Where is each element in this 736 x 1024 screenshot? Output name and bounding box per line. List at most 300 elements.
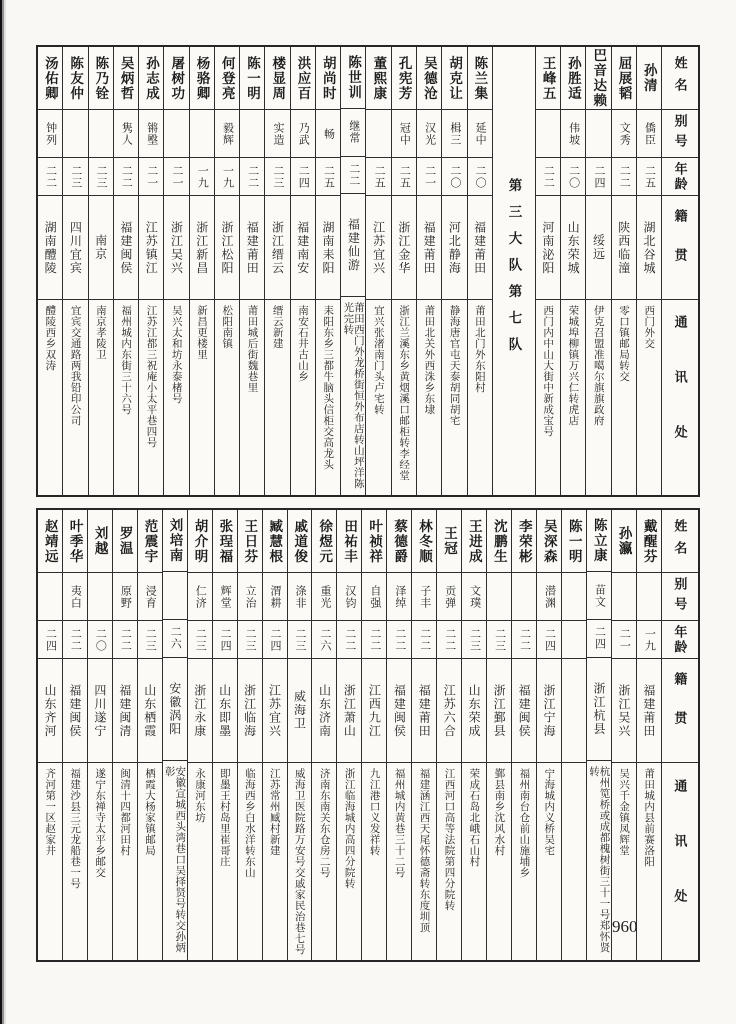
alias-cell (341, 108, 365, 155)
header-column (661, 510, 698, 960)
person-column (636, 510, 661, 960)
person-column (611, 510, 636, 960)
age-cell-text: 二三 (95, 164, 108, 189)
origin-cell (586, 195, 610, 299)
age-cell (213, 620, 237, 658)
person-column (38, 47, 62, 495)
age-cell (163, 619, 187, 657)
address-cell-text: 福州南台仓前山施埔乡 (518, 768, 531, 878)
origin-cell-text: 山东济南 (317, 683, 332, 738)
origin-cell-text: 福建闽侯 (517, 683, 532, 738)
person-column (112, 510, 137, 960)
name-cell-text: 沈鹏生 (491, 518, 507, 564)
alias-cell (562, 572, 586, 620)
address-cell-text: 威海卫医院路万安号交戚家民治巷七号 (293, 768, 306, 955)
person-column (187, 510, 212, 960)
address-cell (139, 299, 163, 495)
origin-cell-text: 浙江金华 (396, 220, 411, 275)
address-cell (113, 762, 137, 960)
alias-cell-text: 泽绰 (393, 584, 406, 609)
name-cell (288, 510, 312, 572)
alias-cell (190, 109, 214, 157)
address-cell-text: 莆田西门外龙桥街恒外布店转山坪洋陈光完转 (342, 301, 365, 489)
age-cell-text: 二四 (297, 164, 310, 189)
origin-cell-text: 福建莆田 (472, 220, 487, 275)
age-cell-text: 二六 (169, 626, 182, 651)
age-cell-text: 二三 (244, 627, 257, 652)
address-cell-text: 宁海城内义桥吴宅 (543, 768, 556, 856)
origin-cell (213, 658, 237, 762)
origin-cell (637, 195, 661, 299)
name-cell-text: 陈友仲 (68, 55, 84, 101)
name-cell (139, 47, 163, 109)
header-name-label (662, 47, 698, 109)
header-column (661, 47, 698, 495)
origin-cell (114, 195, 138, 299)
name-cell-text: 王进成 (466, 518, 482, 564)
age-cell (265, 157, 289, 195)
name-cell (238, 510, 262, 572)
header-address-label-text: 通讯处 (672, 779, 688, 944)
age-cell (512, 620, 536, 658)
section-label-text: 第三大队第七队 (506, 178, 522, 364)
origin-cell (612, 658, 636, 762)
address-cell (288, 762, 312, 960)
name-cell (341, 47, 365, 108)
header-alias-label (662, 109, 698, 157)
name-cell (487, 510, 511, 572)
origin-cell (562, 658, 586, 762)
age-cell-text: 二〇 (567, 164, 580, 189)
alias-cell (536, 109, 560, 157)
origin-cell-text: 江苏六合 (442, 683, 457, 738)
name-cell-text: 林冬顺 (417, 518, 433, 564)
address-cell-text: 福州城内黄巷三十二号 (393, 768, 406, 878)
address-cell-text: 即墨王村岛里崔哥庄 (218, 768, 231, 867)
address-cell (392, 299, 416, 495)
age-cell-text: 二二 (443, 627, 456, 652)
address-cell-text: 西门内中山大街中新成宝号 (542, 305, 555, 437)
address-cell-text: 荣成石岛北峨石山村 (468, 768, 481, 867)
origin-cell (238, 658, 262, 762)
age-cell (637, 620, 661, 658)
header-alias-label-text: 别号 (672, 576, 688, 617)
origin-cell (536, 195, 560, 299)
age-cell-text: 一九 (196, 164, 209, 189)
name-cell (637, 47, 661, 109)
age-cell (38, 157, 62, 195)
origin-cell (362, 658, 386, 762)
alias-cell (215, 109, 239, 157)
address-cell (341, 296, 365, 495)
alias-cell (337, 572, 361, 620)
alias-cell (38, 109, 62, 157)
origin-cell-text: 山东齐河 (42, 683, 57, 738)
alias-cell (138, 572, 162, 620)
section-label-column (492, 47, 535, 495)
name-cell (312, 510, 336, 572)
name-cell-text: 王日芬 (242, 518, 258, 564)
alias-cell (263, 572, 287, 620)
age-cell (561, 157, 585, 195)
person-column (486, 510, 511, 960)
alias-cell-text: 夷白 (69, 584, 82, 609)
origin-cell (366, 195, 390, 299)
alias-cell-text: 汉光 (423, 121, 436, 146)
alias-cell (114, 109, 138, 157)
alias-cell (437, 572, 461, 620)
address-cell (63, 299, 87, 495)
address-cell (238, 762, 262, 960)
age-cell (316, 157, 340, 195)
age-cell-text: 二二 (44, 164, 57, 189)
origin-cell-text: 陕西临潼 (616, 220, 631, 275)
origin-cell-text: 湖北谷城 (641, 220, 656, 275)
name-cell-text: 吴德沧 (421, 55, 437, 101)
person-column (315, 47, 340, 495)
name-cell-text: 刘培南 (167, 518, 183, 564)
origin-cell-text: 威海卫 (292, 690, 307, 731)
name-cell-text: 陈立康 (591, 518, 607, 564)
address-cell-text: 福州城内东街三十六号 (120, 305, 133, 415)
age-cell (487, 620, 511, 658)
origin-cell-text: 四川宜宾 (68, 220, 83, 275)
header-address-label (662, 299, 698, 495)
origin-cell (163, 657, 187, 760)
age-cell-text: 二一 (145, 164, 158, 189)
alias-cell-text: 原野 (119, 584, 132, 609)
name-cell (412, 510, 436, 572)
origin-cell (468, 195, 492, 299)
origin-cell-text: 江苏宜兴 (371, 220, 386, 275)
age-cell (637, 157, 661, 195)
origin-cell-text: 福建闽清 (117, 683, 132, 738)
age-cell (63, 157, 87, 195)
origin-cell-text: 浙江吴兴 (616, 683, 631, 738)
origin-cell (138, 658, 162, 762)
person-column (361, 510, 386, 960)
origin-cell (341, 193, 365, 296)
name-cell-text: 戚道俊 (292, 518, 308, 564)
name-cell-text: 范震宇 (142, 518, 158, 564)
origin-cell-text: 浙江宁海 (542, 683, 557, 738)
age-cell (587, 619, 611, 657)
name-cell-text: 罗温 (117, 526, 133, 556)
age-cell (586, 157, 610, 195)
alias-cell-text: 重光 (318, 584, 331, 609)
origin-cell (89, 195, 113, 299)
name-cell-text: 何登亮 (219, 55, 235, 101)
age-cell-text: 二六 (318, 627, 331, 652)
person-column (336, 510, 361, 960)
origin-cell (412, 658, 436, 762)
address-cell-text: 莆田北关外西洙乡东埭 (423, 305, 436, 415)
address-cell-text: 西门外交 (643, 305, 656, 349)
alias-cell-text: 仁济 (194, 584, 207, 609)
origin-cell (164, 195, 188, 299)
roster-table-bottom (36, 508, 700, 962)
person-column (237, 510, 262, 960)
name-cell-text: 孙瀛 (616, 526, 632, 556)
origin-cell (215, 195, 239, 299)
name-cell (89, 47, 113, 109)
header-age-label (662, 620, 698, 658)
name-cell (392, 47, 416, 109)
origin-cell (612, 195, 636, 299)
alias-cell (468, 109, 492, 157)
alias-cell-text: 立治 (244, 584, 257, 609)
age-cell (63, 620, 87, 658)
age-cell-text: 二五 (643, 164, 656, 189)
age-cell (263, 620, 287, 658)
age-cell (190, 157, 214, 195)
alias-cell-text: 文秀 (618, 121, 631, 146)
name-cell (587, 510, 611, 571)
address-cell-text: 齐河第一区赵家井 (44, 768, 57, 856)
alias-cell (612, 109, 636, 157)
name-cell (512, 510, 536, 572)
origin-cell-text: 河南泌阳 (540, 220, 555, 275)
age-cell-text: 二三 (69, 164, 82, 189)
alias-cell (537, 572, 561, 620)
origin-cell-text: 福建南安 (295, 220, 310, 275)
age-cell (89, 157, 113, 195)
address-cell-text: 福建涵江西天尾怀德斋转东度圳顶 (418, 768, 431, 933)
name-cell (38, 510, 62, 572)
origin-cell (587, 657, 611, 760)
name-cell-text: 刘越 (92, 526, 108, 556)
name-cell (215, 47, 239, 109)
address-cell-text: 静海唐官屯天泰胡同胡宅 (448, 305, 461, 426)
age-cell (612, 157, 636, 195)
name-cell-text: 屈展韬 (616, 55, 632, 101)
origin-cell-text: 安徽涡阳 (167, 681, 182, 736)
age-cell-text: 二四 (219, 627, 232, 652)
person-column (88, 47, 113, 495)
section-label-cell (493, 47, 535, 495)
origin-cell (63, 658, 87, 762)
origin-cell (442, 195, 466, 299)
address-cell (213, 762, 237, 960)
person-column (212, 510, 237, 960)
origin-cell (263, 658, 287, 762)
age-cell (139, 157, 163, 195)
origin-cell-text: 浙江新昌 (194, 220, 209, 275)
person-column (214, 47, 239, 495)
header-name-label (662, 510, 698, 572)
address-cell (562, 762, 586, 960)
origin-cell (312, 658, 336, 762)
alias-cell (38, 572, 62, 620)
address-cell (512, 762, 536, 960)
name-cell-text: 屠树功 (169, 55, 185, 101)
age-cell (337, 620, 361, 658)
alias-cell-text: 钟列 (44, 121, 57, 146)
alias-cell-text: 涤非 (294, 584, 306, 609)
person-column (585, 47, 610, 495)
age-cell-text: 二二 (542, 164, 555, 189)
header-origin-label-text: 籍贯 (672, 208, 688, 287)
person-column (535, 47, 560, 495)
address-cell (138, 762, 162, 960)
address-cell-text: 耒阳东乡三都牛脑头信柜交高龙头 (322, 305, 335, 470)
name-cell (612, 47, 636, 109)
address-cell-text: 鄞县南乡沈风水村 (493, 768, 506, 856)
origin-cell (240, 195, 264, 299)
origin-cell-text: 浙江萧山 (342, 683, 357, 738)
age-cell-text: 二〇 (94, 627, 107, 652)
alias-cell (512, 572, 536, 620)
alias-cell (312, 572, 336, 620)
address-cell (337, 762, 361, 960)
origin-cell-text: 河北静海 (447, 220, 462, 275)
name-cell (536, 47, 560, 109)
address-cell-text: 醴陵西乡双涛 (44, 305, 57, 371)
name-cell-text: 叶季华 (67, 518, 83, 564)
alias-cell (586, 109, 610, 157)
alias-cell (366, 109, 390, 157)
address-cell (587, 760, 611, 960)
name-cell-text: 胡介明 (192, 518, 208, 564)
origin-cell (417, 195, 441, 299)
name-cell (38, 47, 62, 109)
address-cell-text: 安徽宣城西头湾巷口吴择贤号转交孙炳彰 (163, 765, 187, 953)
name-cell-text: 楼显周 (270, 55, 286, 101)
age-cell (537, 620, 561, 658)
origin-cell-text: 江苏宜兴 (267, 683, 282, 738)
alias-cell (487, 572, 511, 620)
address-cell (63, 762, 87, 960)
name-cell-text: 巴音达赖 (591, 48, 607, 108)
age-cell (288, 620, 312, 658)
person-column (636, 47, 661, 495)
name-cell (417, 47, 441, 109)
address-cell-text: 宜兴张渚南门头卢宅转 (372, 305, 385, 415)
age-cell-text: 二四 (593, 626, 606, 651)
name-cell (263, 510, 287, 572)
address-cell (487, 762, 511, 960)
alias-cell (462, 572, 486, 620)
name-cell (537, 510, 561, 572)
person-column (340, 47, 365, 495)
alias-cell-text: 贡弹 (443, 584, 456, 609)
alias-cell (637, 572, 661, 620)
age-cell-text: 二〇 (448, 164, 461, 189)
address-cell (312, 762, 336, 960)
address-cell-text: 南安石井古山乡 (297, 305, 310, 382)
address-cell (561, 299, 585, 495)
age-cell (113, 620, 137, 658)
age-cell-text: 二四 (44, 627, 57, 652)
age-cell (362, 620, 386, 658)
origin-cell (139, 195, 163, 299)
age-cell (341, 156, 365, 194)
age-cell (387, 620, 411, 658)
name-cell-text: 孔宪芳 (396, 55, 412, 101)
age-cell (417, 157, 441, 195)
address-cell-text: 江西河口高等法院第四分院转 (443, 768, 456, 911)
address-cell-text: 吴兴太和坊永泰楮号 (170, 305, 183, 404)
roster-table-top (36, 45, 700, 497)
person-column (441, 47, 466, 495)
address-cell-text: 浙江临海城内高四分院转 (343, 768, 356, 889)
name-cell-text: 吴深森 (541, 518, 557, 564)
address-cell-text: 零口镇邮局转交 (617, 305, 630, 382)
address-cell-text: 福建沙县三元龙船巷一号 (69, 768, 82, 889)
origin-cell-text: 福建莆田 (245, 220, 260, 275)
age-cell (412, 620, 436, 658)
origin-cell-text: 山东荣成 (467, 683, 482, 738)
name-cell (316, 47, 340, 109)
origin-cell (265, 195, 289, 299)
name-cell (468, 47, 492, 109)
origin-cell-text: 山东荣城 (566, 220, 581, 275)
person-column (311, 510, 336, 960)
name-cell-text: 洪应百 (295, 55, 311, 101)
age-cell-text: 二五 (398, 164, 411, 189)
age-cell-text: 二一 (618, 627, 631, 652)
address-cell (637, 762, 661, 960)
header-origin-label (662, 195, 698, 299)
origin-cell (288, 658, 312, 762)
alias-cell (238, 572, 262, 620)
origin-cell-text: 浙江杭县 (591, 681, 606, 736)
address-cell-text: 临海西乡白水洋转东山 (243, 768, 256, 878)
name-cell-text: 陈世训 (346, 55, 362, 101)
address-cell (437, 762, 461, 960)
person-column (365, 47, 390, 495)
address-cell (417, 299, 441, 495)
age-cell (164, 157, 188, 195)
origin-cell-text: 福建莆田 (417, 683, 432, 738)
origin-cell (316, 195, 340, 299)
alias-cell (213, 572, 237, 620)
alias-cell-text: 伟坡 (567, 121, 580, 146)
person-column (138, 47, 163, 495)
header-name-label-text: 姓名 (672, 56, 688, 100)
alias-cell (265, 109, 289, 157)
name-cell (387, 510, 411, 572)
header-age-label-text: 年龄 (672, 624, 688, 655)
person-column (611, 47, 636, 495)
header-address-label-text: 通讯处 (672, 315, 688, 480)
age-cell (114, 157, 138, 195)
alias-cell (291, 109, 315, 157)
age-cell (612, 620, 636, 658)
name-cell-text: 陈乃铨 (93, 55, 109, 101)
person-column (290, 47, 315, 495)
name-cell-text: 陈兰集 (472, 55, 488, 101)
age-cell-text: 二一 (170, 164, 183, 189)
address-cell (366, 299, 390, 495)
address-cell-text: 荣城埠柳镇万兴仁转虎店 (567, 305, 580, 426)
name-cell (190, 47, 214, 109)
alias-cell (316, 109, 340, 157)
alias-cell (63, 572, 87, 620)
origin-cell (392, 195, 416, 299)
address-cell-text: 吴兴千金镇凤辉堂 (618, 768, 631, 856)
address-cell-text: 新昌更楼里 (195, 305, 208, 360)
name-cell (213, 510, 237, 572)
address-cell-text: 浙江兰溪东乡黄烟溪口邮柜转李经堂 (398, 305, 411, 481)
name-cell-text: 叶祯祥 (367, 518, 383, 564)
origin-cell (113, 658, 137, 762)
address-cell-text: 莆田城后街魏巷里 (246, 305, 259, 393)
alias-cell-text: 延中 (474, 121, 487, 146)
name-cell-text: 吴炳哲 (118, 55, 134, 101)
name-cell-text: 孙志成 (143, 55, 159, 101)
address-cell-text: 松阳南镇 (221, 305, 234, 349)
